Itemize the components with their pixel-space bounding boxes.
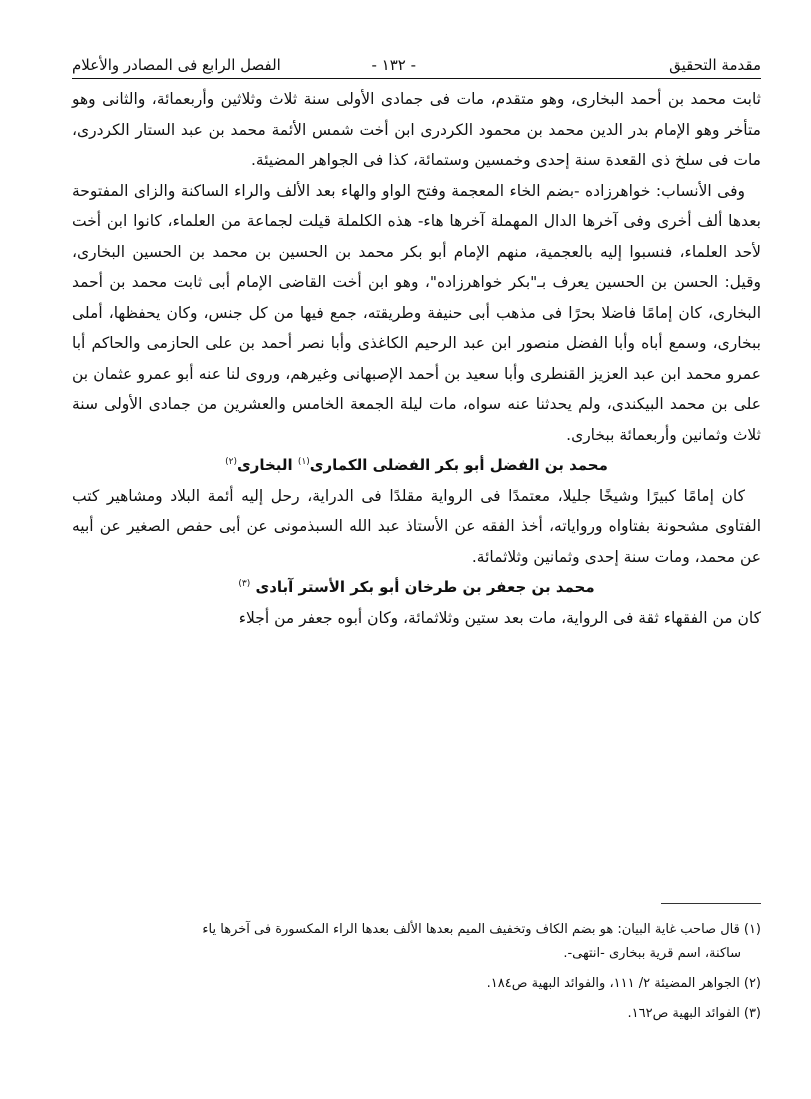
running-header (72, 52, 761, 79)
footnote (72, 1002, 761, 1026)
footnote-ref[interactable]: (١) (297, 457, 310, 467)
footnote-text: قال صاحب غاية البيان: هو بضم الكاف وتخفيف الميم بعدها الألف بعدها الراء المكسورة فى آخرها ياء (202, 922, 740, 937)
footnote (72, 972, 761, 996)
paragraph: وفى الأنساب: خواهرزاده -بضم الخاء المعجمة وفتح الواو والهاء بعد الألف والراء الساكنة والزاى المفتوحة بعدها ألف أخرى وفى آخرها الدال المهملة آخرها هاء- هذه الكلملة قيلت لجماعة من العلماء، كانوا ابن أخت لأحد العلماء، فنسبوا إليه بالعجمية، منهم الإمام أبو بكر محمد بن الحسين بن محمد بن الحسين البخارى، وقيل: الحسن بن الحسين يعرف بـ"بكر خواهرزاده"، وهو ابن أخت القاضى الإمام أبى ثابت محمد بن أحمد البخارى، كان إمامًا فاضلا بحرًا فى مذهب أبى حنيفة وطريقته، جمع فيها من كل جنس، وكان يحفظها، أملى ببخارى، وسمع أباه وأبا الفضل منصور ابن عبد الرحيم الكاغذى وأبا نصر أحمد بن على الحازمى والحاكم أبا عمرو محمد ابن عبد العزيز القنطرى وأبا سعيد بن أحمد الإصبهانى وغيرهم، وروى لنا عنه أبو عمرو عثمان بن على بن محمد البيكندى، ولم يحدثنا عنه سواه، مات ليلة الجمعة الخامس والعشرين من جمادى الأولى سنة ثلاث وثمانين وأربعمائة ببخارى. (72, 181, 761, 444)
footnote-ref[interactable]: (٣) (238, 579, 251, 589)
footnote-text: الفوائد البهية ص١٦٢. (627, 1006, 740, 1021)
entry-heading-name: محمد بن الفضل أبو بكر الفضلى الكمارى (309, 456, 608, 474)
entry-heading (72, 450, 761, 481)
footnote-number: (١) (743, 922, 761, 937)
entry-heading (72, 572, 761, 603)
header-section-title: مقدمة التحقيق (669, 56, 761, 74)
footnote-number: (٢) (743, 976, 761, 991)
footnote-ref[interactable]: (٢) (225, 457, 237, 467)
page-number: - ١٣٢ - (371, 56, 416, 74)
entry-heading-nisba: البخارى (236, 456, 298, 474)
footnote-number: (٣) (743, 1006, 761, 1021)
main-text (72, 84, 761, 633)
footnote-text-continued: ساكنة، اسم قرية ببخارى -انتهى-. (563, 946, 741, 961)
footnote-text: الجواهر المضيئة ٢/ ١١١، والفوائد البهية ص١٨٤. (486, 976, 740, 991)
footnote-divider (661, 903, 761, 904)
footnotes (72, 918, 761, 1032)
paragraph: كان إمامًا كبيرًا وشيخًا جليلا، معتمدًا فى الرواية مقلدًا فى الدراية، رحل إليه أئمة البلاد ومشاهير كتب الفتاوى مشحونة بفتاواه ورواياته، أخذ الفقه عن الأستاذ عبد الله السبذمونى عن أبى حفص الصغير عن أبيه عن محمد، ومات سنة إحدى وثمانين وثلاثمائة. (72, 486, 761, 566)
book-page (72, 0, 761, 1099)
paragraph: كان من الفقهاء ثقة فى الرواية، مات بعد ستين وثلاثمائة، وكان أبوه جعفر من أجلاء (238, 608, 761, 627)
paragraph: ثابت محمد بن أحمد البخارى، وهو متقدم، مات فى جمادى الأولى سنة ثلاث وثلاثين وأربعمائة، والثانى وهو متأخر وهو الإمام بدر الدين محمد بن محمود الكردرى ابن أخت شمس الأئمة محمد بن عبد الستار الكردرى، مات فى سلخ ذى القعدة سنة إحدى وخمسين وستمائة، كذا فى الجواهر المضيئة. (72, 90, 761, 169)
header-chapter-title: الفصل الرابع فى المصادر والأعلام (72, 56, 281, 74)
entry-heading-name: محمد بن جعفر بن طرخان أبو بكر الأستر آبادى (255, 578, 595, 596)
footnote (72, 918, 761, 966)
